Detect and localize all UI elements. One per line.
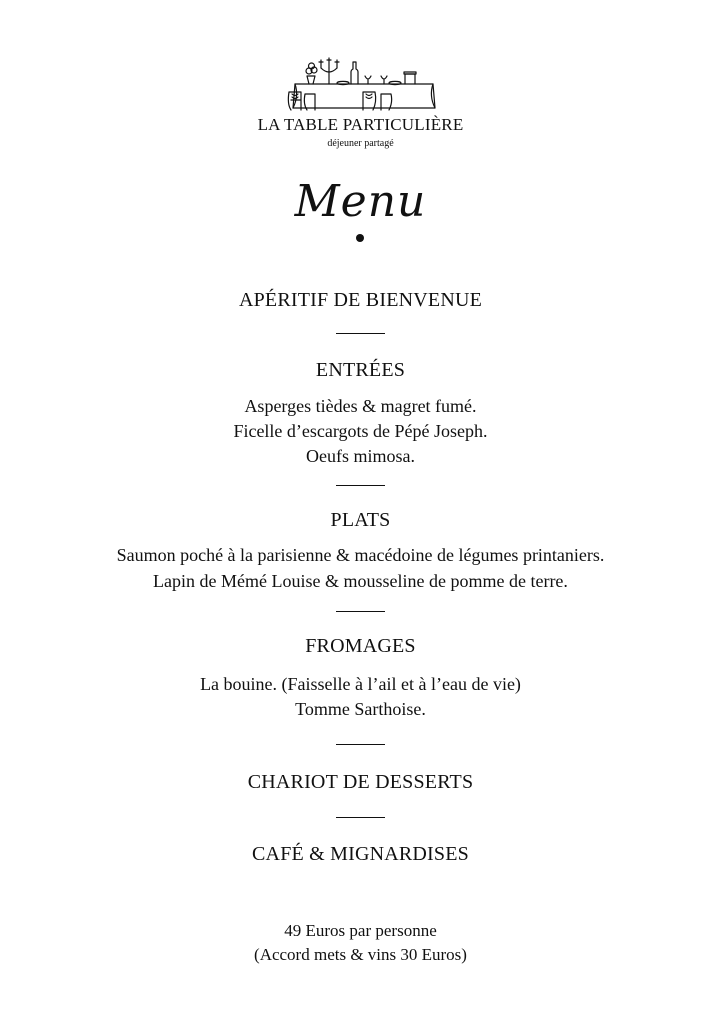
title-dot-ornament bbox=[356, 234, 364, 242]
section-divider bbox=[336, 611, 385, 612]
section-heading-aperitif: APÉRITIF DE BIENVENUE bbox=[238, 289, 483, 311]
section-divider bbox=[336, 744, 385, 745]
brand-name: LA TABLE PARTICULIÈRE bbox=[257, 115, 464, 134]
section-divider bbox=[336, 485, 385, 486]
section-heading-fromages: FROMAGES bbox=[305, 635, 416, 657]
dish-item: Saumon poché à la parisienne & macédoine de légumes printaniers. bbox=[116, 545, 605, 565]
dish-item: Ficelle d’escargots de Pépé Joseph. bbox=[233, 421, 488, 441]
dining-table-illustration bbox=[285, 46, 437, 112]
wine-pairing-price: (Accord mets & vins 30 Euros) bbox=[254, 945, 467, 964]
section-heading-entrees: ENTRÉES bbox=[315, 359, 406, 381]
brand-tagline: déjeuner partagé bbox=[327, 138, 394, 149]
section-divider bbox=[336, 817, 385, 818]
section-heading-plats: PLATS bbox=[330, 509, 391, 531]
dish-item: Oeufs mimosa. bbox=[306, 446, 415, 466]
dish-item: La bouine. (Faisselle à l’ail et à l’eau de vie) bbox=[200, 674, 521, 694]
section-heading-cafe: CAFÉ & MIGNARDISES bbox=[252, 843, 469, 865]
price-per-person: 49 Euros par personne bbox=[284, 921, 437, 940]
dish-item: Lapin de Mémé Louise & mousseline de pomme de terre. bbox=[153, 571, 568, 591]
menu-title: Menu bbox=[294, 176, 427, 227]
section-divider bbox=[336, 333, 385, 334]
dish-item: Tomme Sarthoise. bbox=[295, 699, 426, 719]
section-heading-desserts: CHARIOT DE DESSERTS bbox=[247, 771, 474, 793]
dish-item: Asperges tièdes & magret fumé. bbox=[244, 396, 477, 416]
